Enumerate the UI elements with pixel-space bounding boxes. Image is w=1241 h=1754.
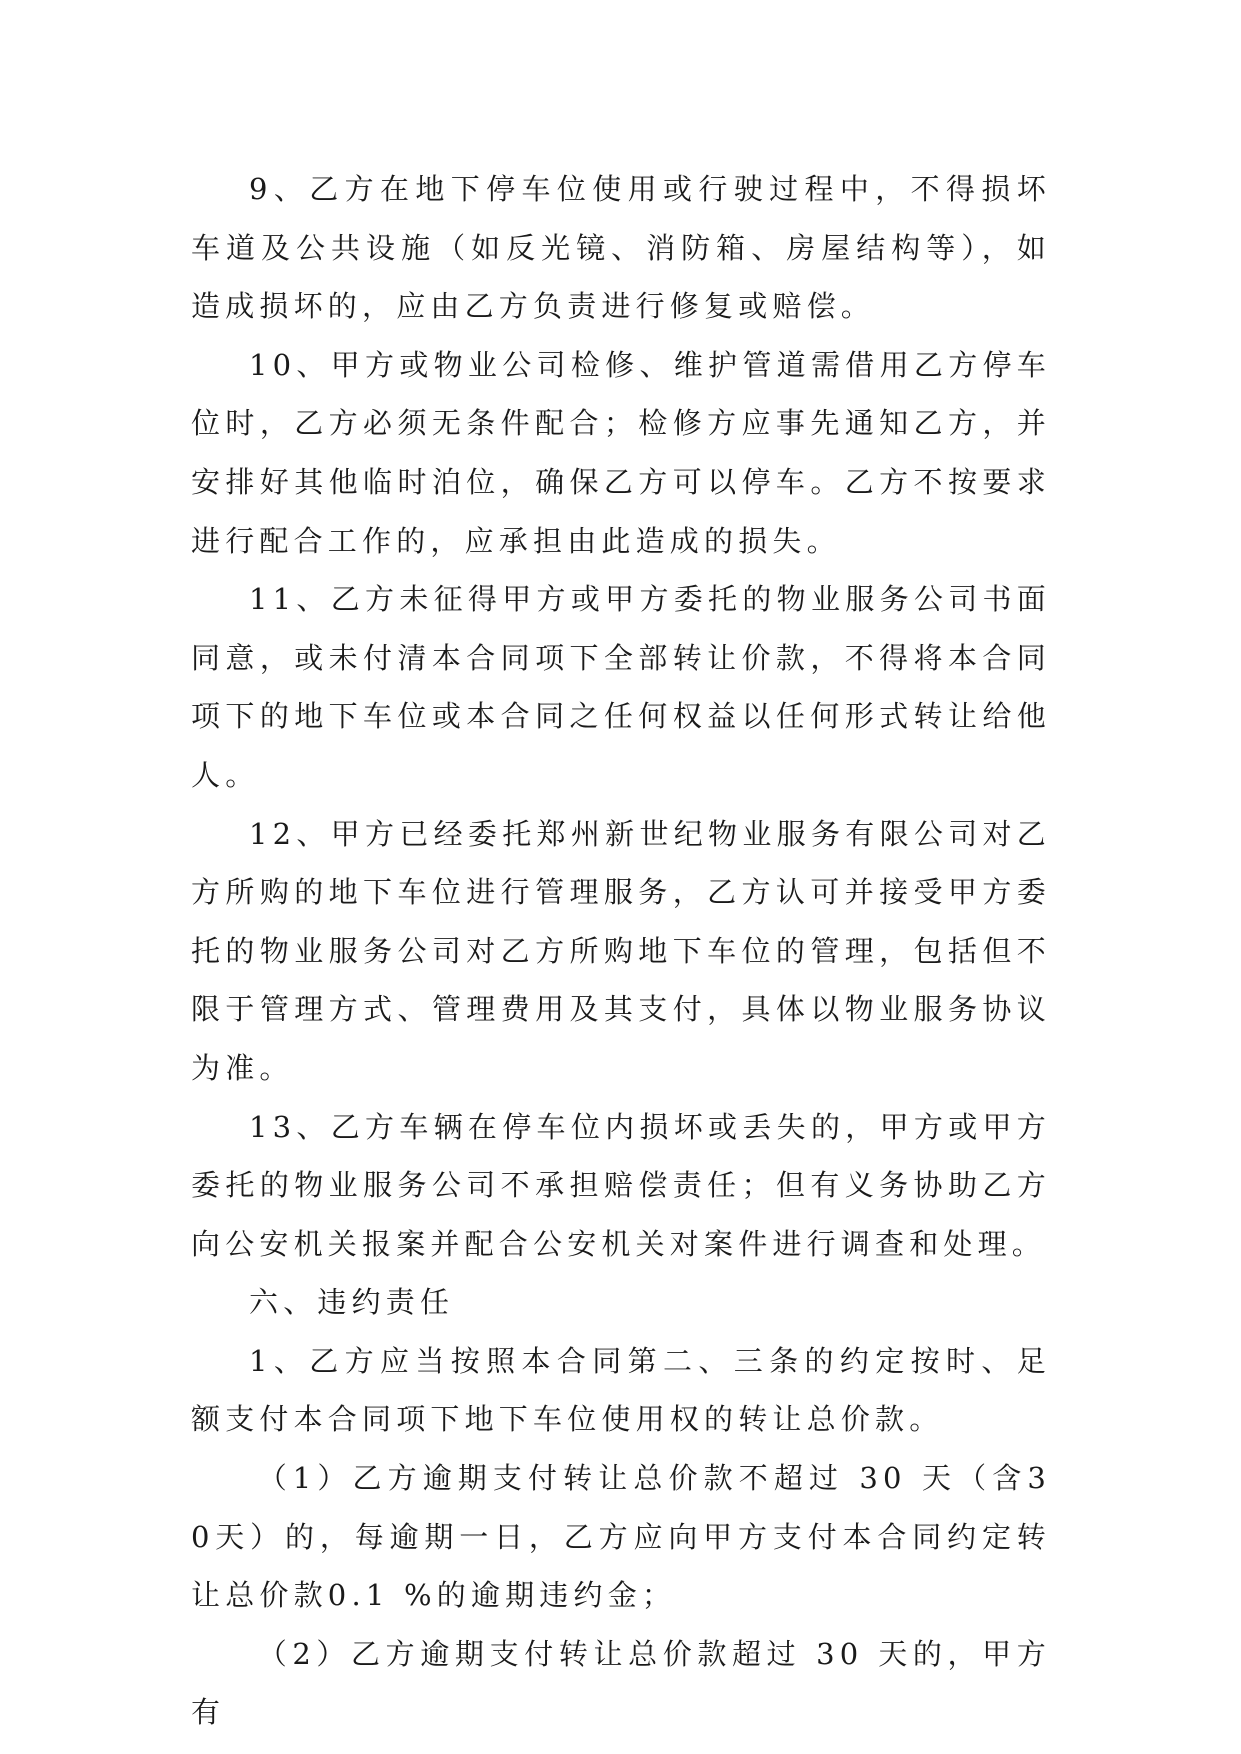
breach-clause-1-paragraph: 1、乙方应当按照本合同第二、三条的约定按时、足额支付本合同项下地下车位使用权的转让总价款。	[191, 1343, 1051, 1437]
breach-sub-item-1-paragraph: （1）乙方逾期支付转让总价款不超过 30 天（含30天）的，每逾期一日，乙方应向甲方支付本合同约定转让总价款0.1 %的逾期违约金；	[191, 1461, 1051, 1613]
section-heading-breach-liability: 六、违约责任	[249, 1285, 455, 1320]
clause-10-paragraph: 10、甲方或物业公司检修、维护管道需借用乙方停车位时，乙方必须无条件配合；检修方应事先通知乙方，并安排好其他临时泊位，确保乙方可以停车。乙方不按要求进行配合工作的，应承担由此造成的损失。	[191, 347, 1051, 558]
clause-13-paragraph: 13、乙方车辆在停车位内损坏或丢失的，甲方或甲方委托的物业服务公司不承担赔偿责任；但有义务协助乙方向公安机关报案并配合公安机关对案件进行调查和处理。	[191, 1109, 1051, 1261]
clause-11-paragraph: 11、乙方未征得甲方或甲方委托的物业服务公司书面同意，或未付清本合同项下全部转让价款，不得将本合同项下的地下车位或本合同之任何权益以任何形式转让给他人。	[191, 582, 1051, 792]
contract-text-block	[191, 160, 1051, 1742]
clause-9-paragraph: 9、乙方在地下停车位使用或行驶过程中，不得损坏车道及公共设施（如反光镜、消防箱、房屋结构等），如造成损坏的，应由乙方负责进行修复或赔偿。	[191, 172, 1051, 324]
breach-sub-item-2-paragraph: （2）乙方逾期支付转让总价款超过 30 天的，甲方有	[191, 1636, 1051, 1730]
clause-12-paragraph: 12、甲方已经委托郑州新世纪物业服务有限公司对乙方所购的地下车位进行管理服务，乙方认可并接受甲方委托的物业服务公司对乙方所购地下车位的管理，包括但不限于管理方式、管理费用及其支付，具体以物业服务协议为准。	[191, 816, 1051, 1085]
